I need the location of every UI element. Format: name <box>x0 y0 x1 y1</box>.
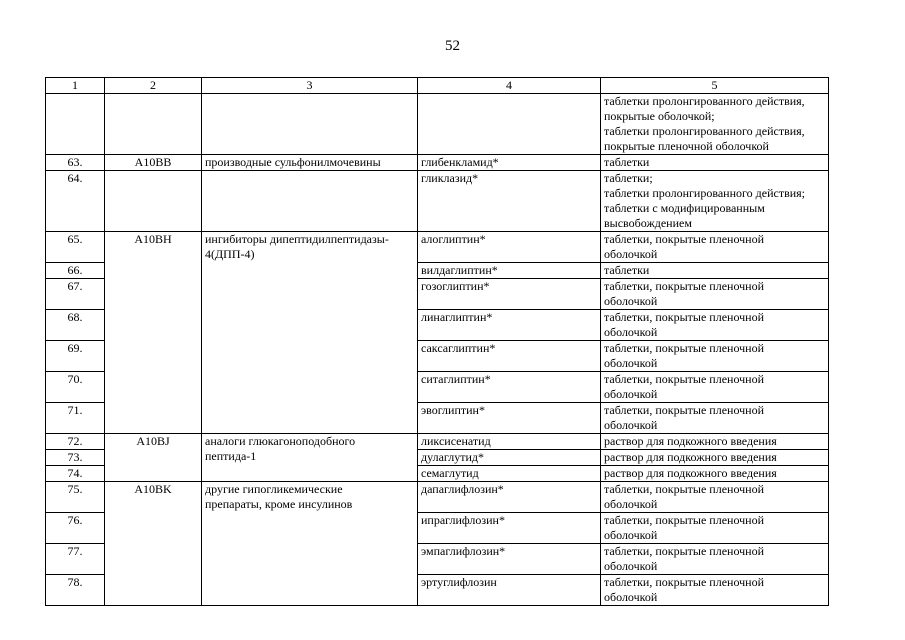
group-cell: производные сульфонилмочевины <box>202 155 418 171</box>
number-cell: 78. <box>46 575 105 606</box>
form-cell <box>601 310 829 341</box>
form-cell <box>601 513 829 544</box>
form-cell <box>601 482 829 513</box>
drug-cell: саксаглиптин* <box>418 341 601 372</box>
form-line: таблетки, покрытые пленочной <box>604 279 765 293</box>
header-cell: 3 <box>202 78 418 94</box>
form-line: раствор для подкожного введения <box>604 466 777 480</box>
form-cell <box>601 575 829 606</box>
group-line: другие гипогликемические <box>205 482 343 496</box>
drug-cell: гозоглиптин* <box>418 279 601 310</box>
code-cell <box>105 94 202 155</box>
form-line: таблетки <box>604 263 650 277</box>
number-cell: 64. <box>46 171 105 232</box>
header-cell: 5 <box>601 78 829 94</box>
number-cell: 66. <box>46 263 105 279</box>
number-cell: 73. <box>46 450 105 466</box>
form-line: оболочкой <box>604 387 658 401</box>
group-cell <box>202 232 418 434</box>
drug-cell: ликсисенатид <box>418 434 601 450</box>
drug-cell: вилдаглиптин* <box>418 263 601 279</box>
form-line: таблетки с модифицированным <box>604 201 765 215</box>
group-cell <box>202 482 418 606</box>
form-line: таблетки, покрытые пленочной <box>604 403 765 417</box>
table-row <box>46 434 829 450</box>
form-line: оболочкой <box>604 325 658 339</box>
group-line: 4(ДПП-4) <box>205 247 255 261</box>
table-row <box>46 155 829 171</box>
number-cell: 77. <box>46 544 105 575</box>
form-line: раствор для подкожного введения <box>604 450 777 464</box>
form-line: оболочкой <box>604 418 658 432</box>
code-cell <box>105 171 202 232</box>
drug-cell: семаглутид <box>418 466 601 482</box>
form-line: оболочкой <box>604 590 658 604</box>
drug-cell <box>418 94 601 155</box>
code-cell: A10BH <box>105 232 202 434</box>
drug-cell: алоглиптин* <box>418 232 601 263</box>
table-row <box>46 232 829 263</box>
form-line: покрытые пленочной оболочкой <box>604 139 769 153</box>
code-cell: A10BJ <box>105 434 202 482</box>
form-line: таблетки, покрытые пленочной <box>604 232 765 246</box>
form-line: таблетки, покрытые пленочной <box>604 341 765 355</box>
form-line: оболочкой <box>604 497 658 511</box>
form-line: таблетки, покрытые пленочной <box>604 575 765 589</box>
form-cell <box>601 372 829 403</box>
form-cell <box>601 171 829 232</box>
form-line: таблетки, покрытые пленочной <box>604 372 765 386</box>
drug-cell: линаглиптин* <box>418 310 601 341</box>
number-cell: 75. <box>46 482 105 513</box>
form-line: оболочкой <box>604 528 658 542</box>
table-row <box>46 94 829 155</box>
form-cell <box>601 341 829 372</box>
form-cell <box>601 450 829 466</box>
code-cell: A10BK <box>105 482 202 606</box>
form-cell <box>601 403 829 434</box>
drug-cell: дулаглутид* <box>418 450 601 466</box>
number-cell: 67. <box>46 279 105 310</box>
form-line: таблетки, покрытые пленочной <box>604 482 765 496</box>
group-cell <box>202 94 418 155</box>
number-cell: 74. <box>46 466 105 482</box>
drug-cell: дапаглифлозин* <box>418 482 601 513</box>
form-cell <box>601 544 829 575</box>
number-cell: 69. <box>46 341 105 372</box>
form-cell <box>601 232 829 263</box>
group-cell <box>202 171 418 232</box>
form-cell <box>601 466 829 482</box>
group-cell <box>202 434 418 482</box>
group-line: ингибиторы дипептидилпептидазы- <box>205 232 389 246</box>
table-row <box>46 171 829 232</box>
number-cell: 70. <box>46 372 105 403</box>
table-row <box>46 482 829 513</box>
form-line: таблетки, покрытые пленочной <box>604 544 765 558</box>
form-cell <box>601 434 829 450</box>
form-cell <box>601 279 829 310</box>
form-line: высвобождением <box>604 216 692 230</box>
form-cell <box>601 263 829 279</box>
form-line: таблетки <box>604 155 650 169</box>
form-line: оболочкой <box>604 356 658 370</box>
drug-cell: эвоглиптин* <box>418 403 601 434</box>
form-line: таблетки, покрытые пленочной <box>604 513 765 527</box>
header-cell: 1 <box>46 78 105 94</box>
form-line: таблетки; <box>604 171 653 185</box>
group-line: препараты, кроме инсулинов <box>205 497 353 511</box>
drug-table <box>45 77 829 606</box>
form-line: оболочкой <box>604 247 658 261</box>
drug-cell: ситаглиптин* <box>418 372 601 403</box>
form-line: покрытые оболочкой; <box>604 109 715 123</box>
form-line: таблетки пролонгированного действия, <box>604 124 805 138</box>
drug-cell: глибенкламид* <box>418 155 601 171</box>
number-cell: 71. <box>46 403 105 434</box>
number-cell: 76. <box>46 513 105 544</box>
header-row <box>46 78 829 94</box>
form-line: таблетки пролонгированного действия, <box>604 94 805 108</box>
drug-cell: эмпаглифлозин* <box>418 544 601 575</box>
drug-cell: гликлазид* <box>418 171 601 232</box>
number-cell: 65. <box>46 232 105 263</box>
form-line: оболочкой <box>604 559 658 573</box>
form-line: таблетки, покрытые пленочной <box>604 310 765 324</box>
number-cell: 63. <box>46 155 105 171</box>
group-line: аналоги глюкагоноподобного <box>205 434 356 448</box>
page-number: 52 <box>445 38 460 54</box>
form-line: таблетки пролонгированного действия; <box>604 186 806 200</box>
number-cell: 68. <box>46 310 105 341</box>
form-cell <box>601 94 829 155</box>
drug-cell: эртуглифлозин <box>418 575 601 606</box>
form-cell <box>601 155 829 171</box>
number-cell <box>46 94 105 155</box>
group-line: пептида-1 <box>205 449 257 463</box>
code-cell: A10BB <box>105 155 202 171</box>
header-cell: 4 <box>418 78 601 94</box>
header-cell: 2 <box>105 78 202 94</box>
number-cell: 72. <box>46 434 105 450</box>
form-line: оболочкой <box>604 294 658 308</box>
drug-cell: ипраглифлозин* <box>418 513 601 544</box>
form-line: раствор для подкожного введения <box>604 434 777 448</box>
